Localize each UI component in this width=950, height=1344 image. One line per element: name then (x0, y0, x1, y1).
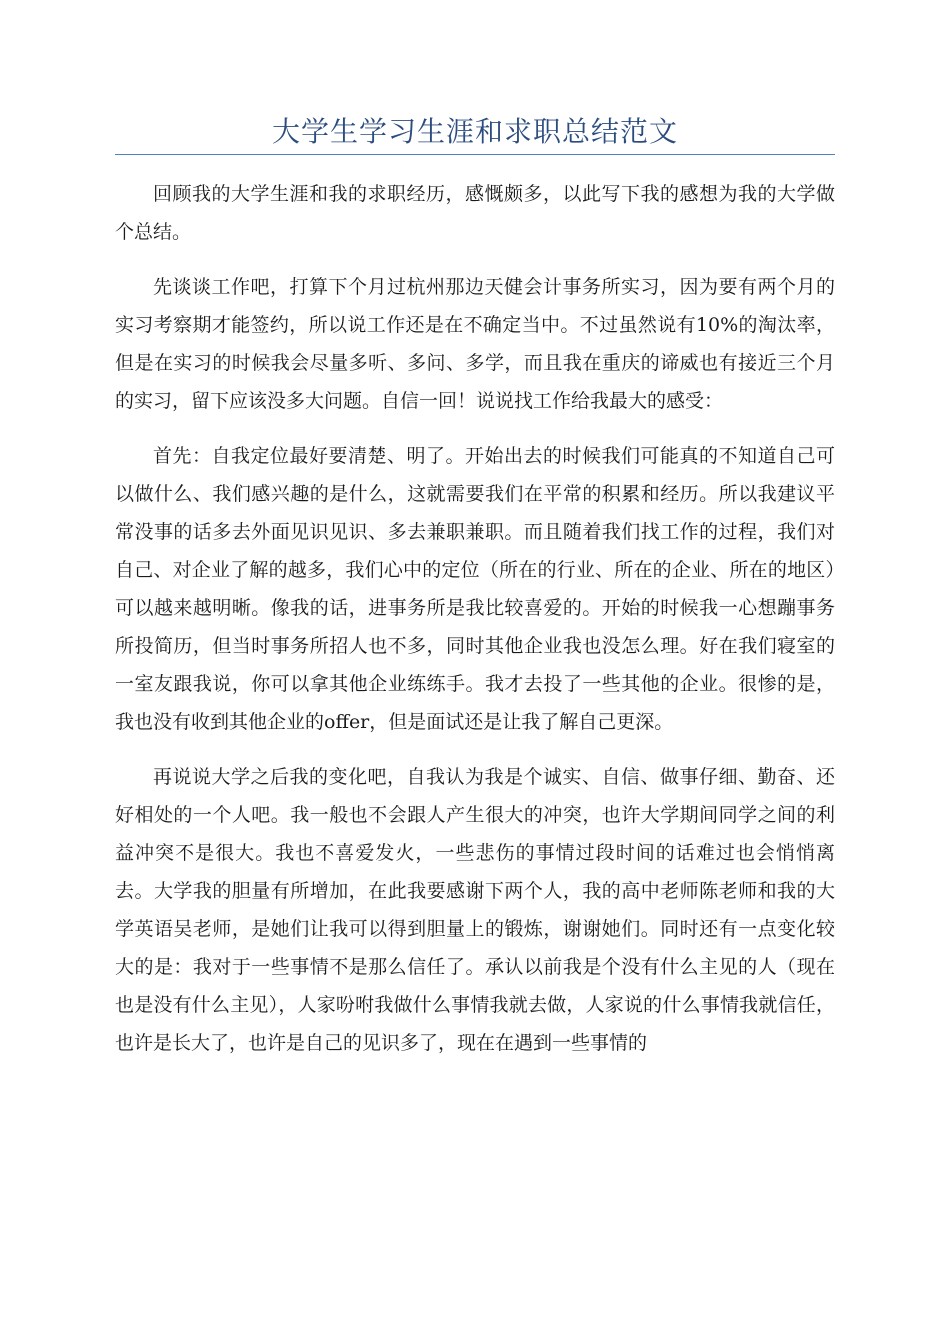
title-underline (115, 154, 835, 155)
paragraph-changes: 再说说大学之后我的变化吧，自我认为我是个诚实、自信、做事仔细、勤奋、还好相处的一个人吧。我一般也不会跟人产生很大的冲突，也许大学期间同学之间的利益冲突不是很大。我也不喜爱发火，一些悲伤的事情过段时间的话难过也会悄悄离去。大学我的胆量有所增加，在此我要感谢下两个人，我的高中老师陈老师和我的大学英语吴老师，是她们让我可以得到胆量上的锻炼，谢谢她们。同时还有一点变化较大的是：我对于一些事情不是那么信任了。承认以前我是个没有什么主见的人（现在也是没有什么主见），人家吩咐我做什么事情我就去做，人家说的什么事情我就信任，也许是长大了，也许是自己的见识多了，现在在遇到一些事情的 (115, 766, 835, 1054)
paragraph-self-positioning: 首先：自我定位最好要清楚、明了。开始出去的时候我们可能真的不知道自己可以做什么、我们感兴趣的是什么，这就需要我们在平常的积累和经历。所以我建议平常没事的话多去外面见识见识、多去兼职兼职。而且随着我们找工作的过程，我们对自己、对企业了解的越多，我们心中的定位（所在的行业、所在的企业、所在的地区）可以越来越明晰。像我的话，进事务所是我比较喜爱的。开始的时候我一心想蹦事务所投简历，但当时事务所招人也不多，同时其他企业我也没怎么理。好在我们寝室的一室友跟我说，你可以拿其他企业练练手。我才去投了一些其他的企业。很惨的是，我也没有收到其他企业的offer，但是面试还是让我了解自己更深。 (115, 445, 835, 733)
document-title: 大学生学习生涯和求职总结范文 (271, 115, 678, 148)
document-body (115, 175, 835, 1079)
paragraph-work: 先谈谈工作吧，打算下个月过杭州那边天健会计事务所实习，因为要有两个月的实习考察期才能签约，所以说工作还是在不确定当中。不过虽然说有10%的淘汰率，但是在实习的时候我会尽量多听、多问、多学，而且我在重庆的谛威也有接近三个月的实习，留下应该没多大问题。自信一回！说说找工作给我最大的感受： (115, 276, 835, 412)
paragraph-intro: 回顾我的大学生涯和我的求职经历，感慨颇多，以此写下我的感想为我的大学做个总结。 (115, 183, 835, 243)
